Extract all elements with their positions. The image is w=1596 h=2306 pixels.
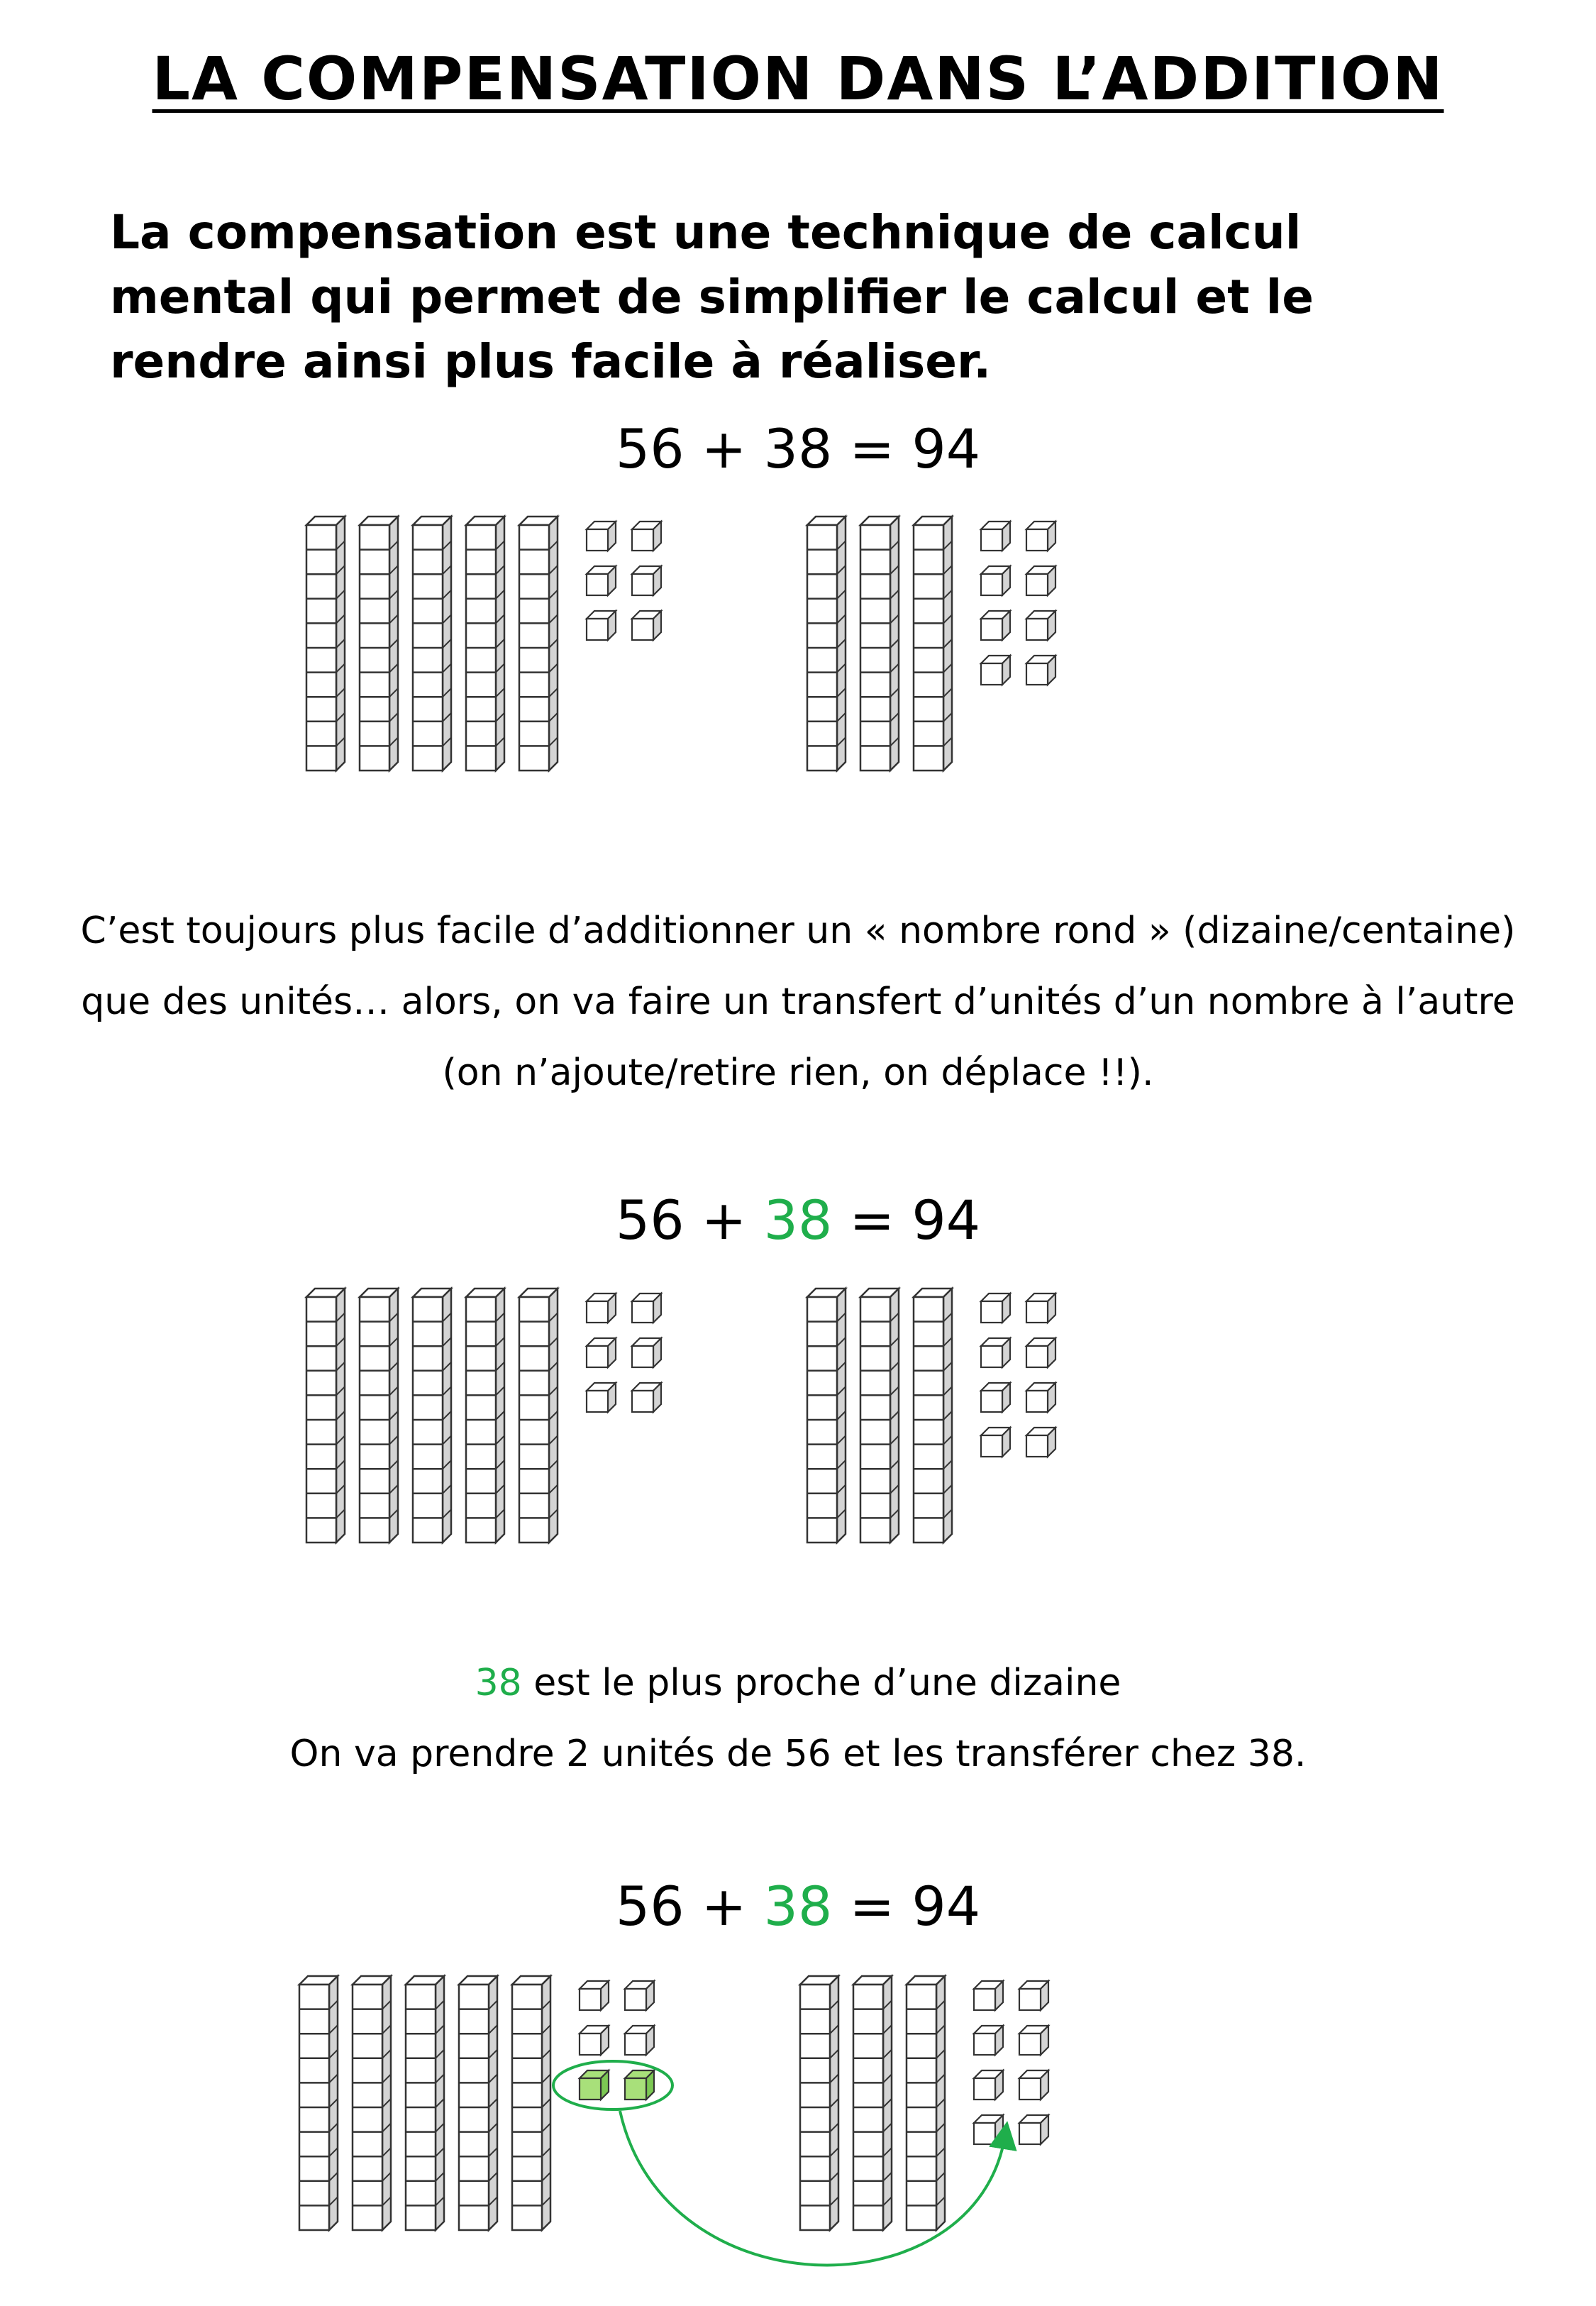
ten-rod bbox=[360, 517, 398, 771]
unit-cube bbox=[1026, 1383, 1055, 1412]
equation-equals: = bbox=[849, 1875, 895, 1938]
explanation-line-1-text: est le plus proche d’une dizaine bbox=[521, 1662, 1121, 1704]
ten-rod bbox=[807, 1289, 846, 1543]
ten-rod bbox=[459, 1976, 497, 2230]
unit-cube bbox=[981, 1428, 1010, 1457]
ten-rod bbox=[413, 517, 451, 771]
paragraph-line-3: (on n’ajoute/retire rien, on déplace !!). bbox=[442, 1052, 1154, 1094]
ten-rod bbox=[807, 517, 846, 771]
unit-cube bbox=[625, 2026, 654, 2055]
unit-cube bbox=[974, 2115, 1003, 2144]
unit-cube bbox=[981, 1338, 1010, 1367]
ten-rod bbox=[519, 1289, 558, 1543]
equation-operand-a: 56 bbox=[615, 417, 685, 480]
paragraph-line-2: que des unités… alors, on va faire un transfert d’unités d’un nombre à l’autre bbox=[81, 981, 1515, 1023]
unit-cube bbox=[632, 1338, 661, 1367]
unit-cube bbox=[1026, 611, 1055, 640]
ten-rod bbox=[519, 517, 558, 771]
unit-cube bbox=[580, 2026, 609, 2055]
equation-operand-b: 38 bbox=[763, 417, 833, 480]
unit-cube bbox=[1026, 656, 1055, 685]
unit-cube bbox=[981, 1293, 1010, 1323]
ten-rod bbox=[299, 1976, 338, 2230]
unit-cube bbox=[632, 1383, 661, 1412]
paragraph-line-1: C’est toujours plus facile d’additionner un « nombre rond » (dizaine/centaine) bbox=[80, 910, 1516, 952]
intro-text: La compensation est une technique de calcul mental qui permet de simplifier le calcul et le rendre ainsi plus facile à réaliser. bbox=[110, 205, 1314, 389]
unit-cube bbox=[974, 2026, 1003, 2055]
explanation-line-2: On va prendre 2 unités de 56 et les transférer chez 38. bbox=[289, 1733, 1307, 1775]
page-title: LA COMPENSATION DANS L’ADDITION bbox=[152, 44, 1444, 114]
ten-rod bbox=[353, 1976, 391, 2230]
unit-cube bbox=[587, 1293, 616, 1323]
unit-cube bbox=[974, 1981, 1003, 2010]
equation-result: 94 bbox=[911, 417, 981, 480]
ten-rod bbox=[860, 517, 899, 771]
unit-cube bbox=[1026, 1338, 1055, 1367]
equation-operator: + bbox=[701, 1875, 747, 1938]
unit-cube bbox=[587, 522, 616, 551]
ten-rod bbox=[306, 1289, 345, 1543]
unit-cube bbox=[632, 566, 661, 595]
ten-rod bbox=[360, 1289, 398, 1543]
equation-operator: + bbox=[701, 417, 747, 480]
second-number-blocks bbox=[807, 517, 1055, 771]
equation-operand-b-highlighted: 38 bbox=[763, 1188, 833, 1252]
unit-cube bbox=[587, 611, 616, 640]
unit-cube bbox=[632, 522, 661, 551]
ten-rod bbox=[800, 1976, 838, 2230]
ten-rod bbox=[512, 1976, 550, 2230]
equation-operand-a: 56 bbox=[615, 1188, 685, 1252]
first-number-blocks bbox=[306, 517, 661, 771]
unit-cube bbox=[632, 1293, 661, 1323]
equation-operand-b-highlighted: 38 bbox=[763, 1875, 833, 1938]
blocks-row-2 bbox=[306, 1289, 1055, 1543]
unit-cube bbox=[1019, 2026, 1048, 2055]
unit-cube bbox=[632, 611, 661, 640]
unit-cube bbox=[1019, 2070, 1048, 2100]
unit-cube bbox=[974, 2070, 1003, 2100]
equation-result: 94 bbox=[911, 1875, 981, 1938]
unit-cube bbox=[587, 1383, 616, 1412]
second-number-blocks bbox=[807, 1289, 1055, 1543]
explanation-number: 38 bbox=[475, 1662, 522, 1704]
unit-cube bbox=[1026, 1293, 1055, 1323]
unit-cube bbox=[981, 566, 1010, 595]
blocks-row-1 bbox=[306, 517, 1055, 771]
first-number-blocks bbox=[306, 1289, 661, 1543]
ten-rod bbox=[466, 1289, 504, 1543]
ten-rod bbox=[413, 1289, 451, 1543]
second-number-blocks bbox=[800, 1976, 1048, 2230]
ten-rod bbox=[860, 1289, 899, 1543]
equation-operator: + bbox=[701, 1188, 747, 1252]
blocks-row-3 bbox=[299, 1976, 1048, 2230]
unit-cube bbox=[981, 1383, 1010, 1412]
equation-result: 94 bbox=[911, 1188, 981, 1252]
transferred-unit-cube bbox=[580, 2070, 609, 2100]
ten-rod bbox=[853, 1976, 892, 2230]
ten-rod bbox=[466, 517, 504, 771]
ten-rod bbox=[306, 517, 345, 771]
unit-cube bbox=[1026, 522, 1055, 551]
first-number-blocks bbox=[299, 1976, 654, 2230]
unit-cube bbox=[580, 1981, 609, 2010]
unit-cube bbox=[625, 1981, 654, 2010]
unit-cube bbox=[1026, 566, 1055, 595]
unit-cube bbox=[1019, 2115, 1048, 2144]
equation-equals: = bbox=[849, 1188, 895, 1252]
ten-rod bbox=[914, 1289, 952, 1543]
unit-cube bbox=[1019, 1981, 1048, 2010]
unit-cube bbox=[981, 522, 1010, 551]
ten-rod bbox=[406, 1976, 444, 2230]
transferred-unit-cube bbox=[625, 2070, 654, 2100]
unit-cube bbox=[587, 1338, 616, 1367]
equation-equals: = bbox=[849, 417, 895, 480]
equation-operand-a: 56 bbox=[615, 1875, 685, 1938]
ten-rod bbox=[907, 1976, 945, 2230]
unit-cube bbox=[587, 566, 616, 595]
ten-rod bbox=[914, 517, 952, 771]
unit-cube bbox=[981, 656, 1010, 685]
unit-cube bbox=[1026, 1428, 1055, 1457]
unit-cube bbox=[981, 611, 1010, 640]
